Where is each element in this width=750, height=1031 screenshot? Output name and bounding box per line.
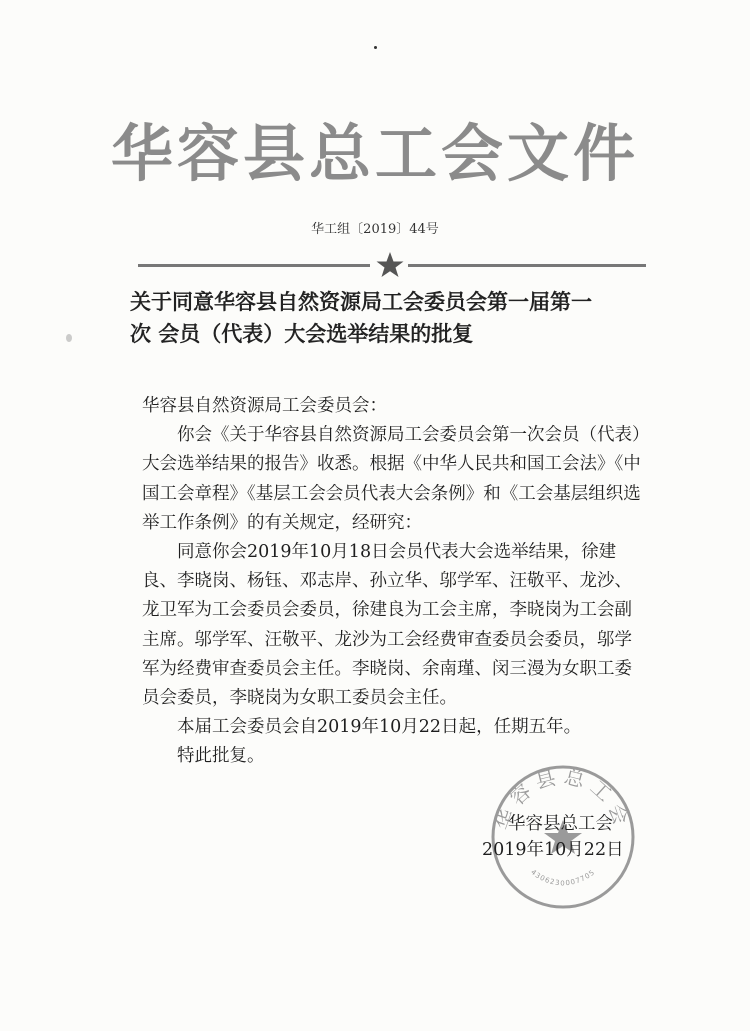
title-line-1: 关于同意华容县自然资源局工会委员会第一届第一 [130, 290, 592, 314]
seal-number: 4306230007705 [529, 868, 597, 888]
closing-line: 特此批复。 [177, 746, 265, 767]
recipient: 华容县自然资源局工会委员会： [142, 396, 387, 416]
divider-left [138, 264, 370, 267]
title-line-2: 次 会员（代表）大会选举结果的批复 [130, 322, 474, 346]
signature-org: 华容县总工会 [508, 814, 613, 834]
seal-text: 华容县总工会 [490, 763, 636, 834]
divider-right [408, 264, 646, 267]
scan-speck [66, 334, 72, 342]
signature-date: 2019年10月22日 [482, 840, 624, 860]
svg-text:4306230007705 [529, 868, 597, 887]
star-icon [375, 250, 405, 280]
paragraph-1: 你会《关于华容县自然资源局工会委员会第一次会员（代表）大会选举结果的报告》收悉。根据《中华人民共和国工会法》《中国工会章程》《基层工会会员代表大会条例》和《工会基层组织选举工作条例》的有关规定，经研究： [142, 425, 641, 533]
document-title [130, 286, 650, 350]
document-body [142, 392, 642, 772]
paragraph-2: 同意你会2019年10月18日会员代表大会选举结果，徐建良、李晓岗、杨钰、邓志岸、孙立华、邬学军、汪敬平、龙沙、龙卫军为工会委员会委员，徐建良为工会主席，李晓岗为工会副主席。邬学军、汪敬平、龙沙为工会经费审查委员会委员，邬学军为经费审查委员会主任。李晓岗、余南瑾、闵三漫为女职工委员会委员，李晓岗为女职工委员会主任。 [142, 542, 632, 709]
scan-dot [374, 46, 377, 49]
document-number: 华工组〔2019〕44号 [311, 222, 439, 237]
masthead-title: 华容县总工会文件 [110, 117, 639, 190]
paragraph-3: 本届工会委员会自2019年10月22日起，任期五年。 [177, 717, 582, 738]
